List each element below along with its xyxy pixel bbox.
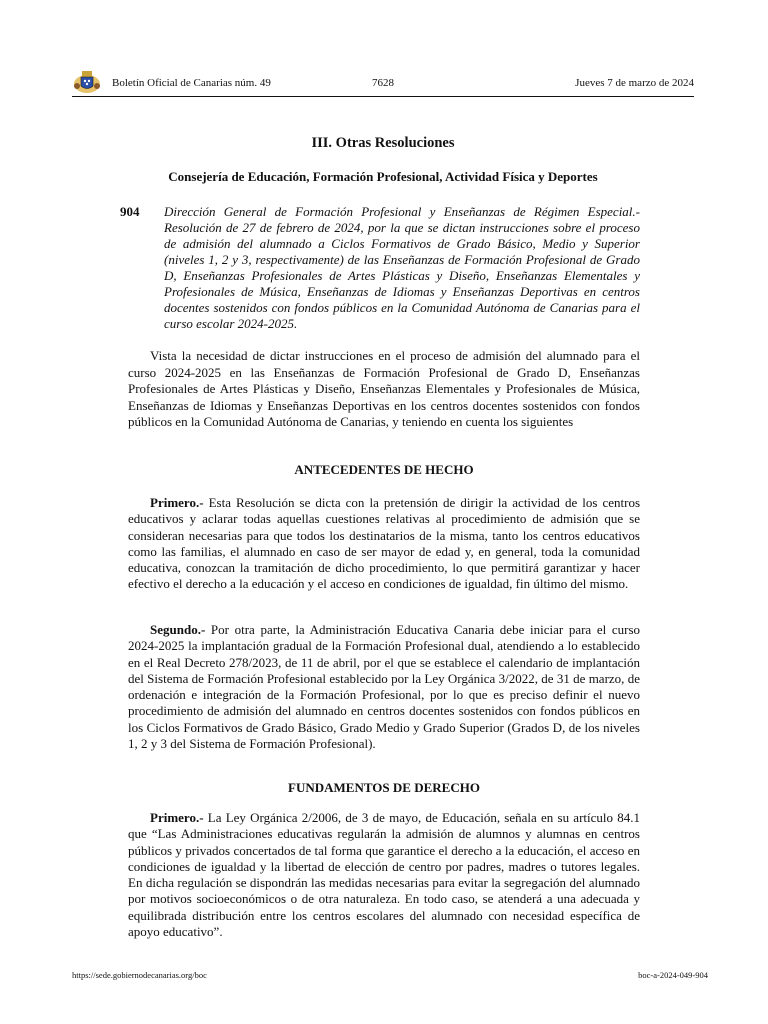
fundamentos-primero-paragraph	[128, 810, 640, 940]
intro-paragraph: Vista la necesidad de dictar instrucciones en el proceso de admisión del alumnado para el curso 2024-2025 en las Enseñanzas de Formación Profesional de Grado D, Enseñanzas Profesionales de Artes Plásticas y Diseño, Enseñanzas Elementales y Profesionales de Música, Enseñanzas de Idiomas y Enseñanzas Deportivas en los centros docentes sostenidos con fondos públicos en la Comunidad Autónoma de Canarias, y teniendo en cuenta los siguientes	[128, 348, 640, 429]
paragraph-label: Primero.-	[150, 810, 204, 825]
page-number: 7628	[372, 77, 394, 89]
footer-document-code: boc-a-2024-049-904	[638, 970, 708, 980]
paragraph-label: Primero.-	[150, 495, 204, 510]
page-header	[72, 68, 694, 97]
paragraph-label: Segundo.-	[150, 622, 206, 637]
paragraph-text: La Ley Orgánica 2/2006, de 3 de mayo, de Educación, señala en su artículo 84.1 que “Las Administraciones educativas regularán la admisión de alumnos y alumnas en centros públicos y privados concertados de tal forma que garantice el derecho a la educación, el acceso en condiciones de igualdad y la libertad de elección de centro por padres, madres o tutores legales. En dicha regulación se dispondrán las medidas necesarias para evitar la segregación del alumnado por motivos socioeconómicos o de otra naturaleza. En todo caso, se atenderá a una adecuada y equilibrada distribución entre los centros escolares del alumnado con necesidad específica de apoyo educativo”.	[128, 810, 640, 940]
publication-date: Jueves 7 de marzo de 2024	[575, 77, 694, 89]
section-title: III. Otras Resoluciones	[311, 135, 455, 151]
antecedentes-segundo-paragraph	[128, 622, 640, 752]
fundamentos-heading: FUNDAMENTOS DE DERECHO	[288, 780, 480, 795]
canarias-coat-of-arms-icon	[72, 68, 102, 95]
paragraph-text: Esta Resolución se dicta con la pretensión de dirigir la actividad de los centros educativos y aclarar todas aquellas cuestiones relativas al procedimiento de admisión que se consideran necesarias para que todos los destinatarios de la misma, tanto los centros educativos como las familias, el alumnado en caso de ser mayor de edad y, en general, toda la comunidad educativa, conozcan la tramitación de dicho procedimiento, lo que permitirá garantizar y hacer efectivo el derecho a la educación y el acceso en condiciones de igualdad, fin último del mismo.	[128, 495, 640, 592]
antecedentes-heading: ANTECEDENTES DE HECHO	[294, 462, 474, 477]
publication-name: Boletín Oficial de Canarias núm. 49	[112, 77, 271, 89]
department-title: Consejería de Educación, Formación Profesional, Actividad Física y Deportes	[168, 169, 598, 184]
antecedentes-primero-paragraph	[128, 495, 640, 593]
resolution-number: 904	[120, 204, 140, 219]
paragraph-text: Por otra parte, la Administración Educativa Canaria debe iniciar para el curso 2024-2025 la implantación gradual de la Formación Profesional dual, atendiendo a lo establecido en el Real Decreto 278/2023, de 11 de abril, por el que se establece el calendario de implantación del Sistema de Formación Profesional establecido por la Ley Orgánica 3/2022, de 31 de marzo, de ordenación e integración de la Formación Profesional, por lo que es preciso definir el nuevo procedimiento de admisión del alumnado en centros docentes sostenidos con fondos públicos en los Ciclos Formativos de Grado Básico, Grado Medio y Grado Superior (Grados D, de los niveles 1, 2 y 3 del Sistema de Formación Profesional).	[128, 622, 640, 752]
resolution-summary: Dirección General de Formación Profesional y Enseñanzas de Régimen Especial.- Resolución de 27 de febrero de 2024, por la que se dictan instrucciones sobre el proceso de admisión del alumnado a Ciclos Formativos de Grado Básico, Medio y Superior (niveles 1, 2 y 3, respectivamente) de las Enseñanzas de Formación Profesional de Grado D, Enseñanzas Profesionales de Artes Plásticas y Diseño, Enseñanzas Elementales y Profesionales de Música, Enseñanzas de Idiomas y Enseñanzas Deportivas en centros docentes sostenidos con fondos públicos en la Comunidad Autónoma de Canarias para el curso escolar 2024-2025.	[164, 204, 640, 331]
footer-url[interactable]: https://sede.gobiernodecanarias.org/boc	[72, 970, 207, 980]
